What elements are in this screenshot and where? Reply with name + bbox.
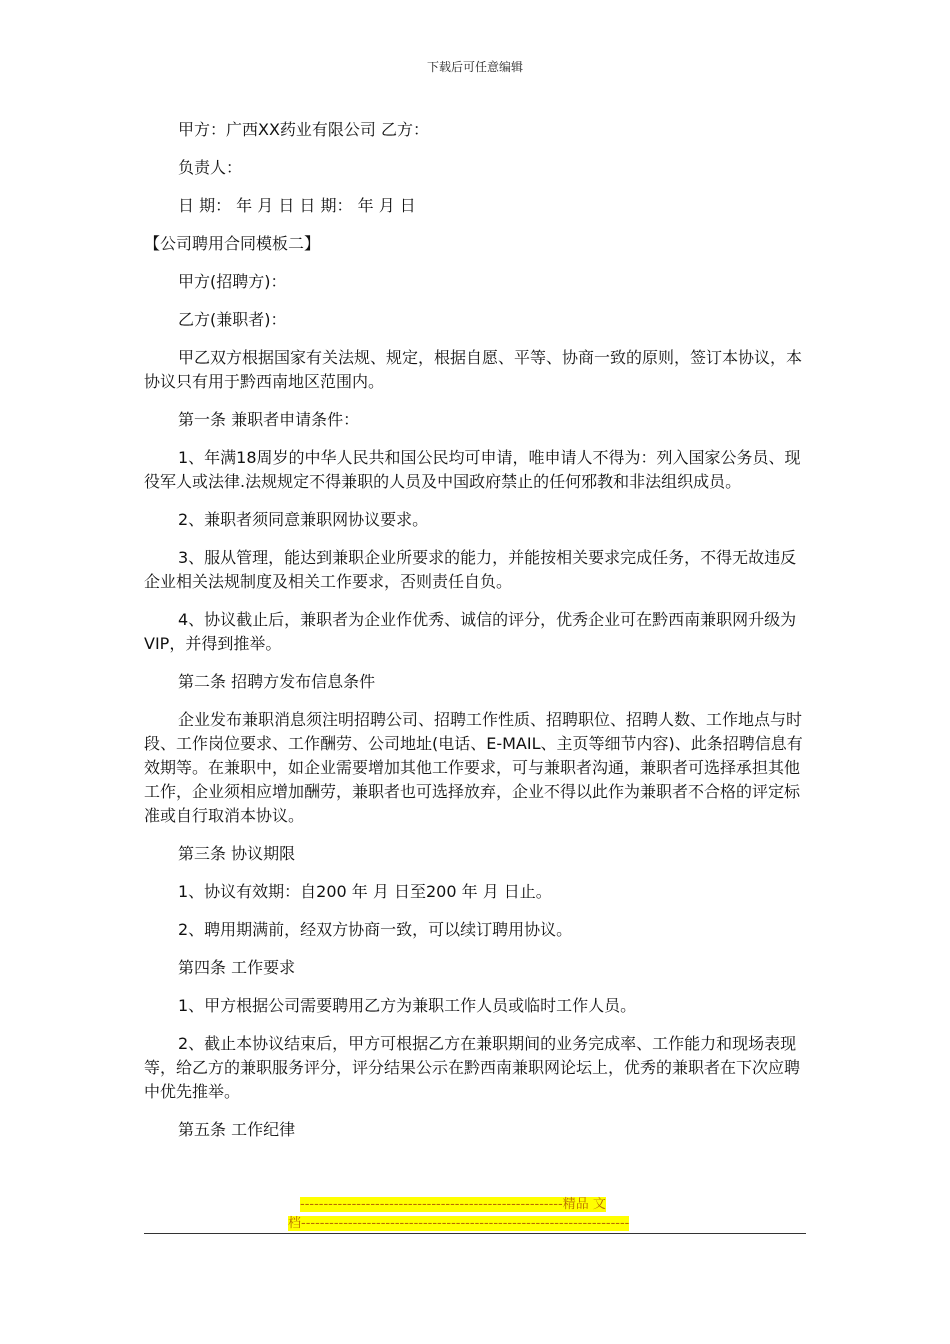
article-4-item-2: 2、截止本协议结束后，甲方可根据乙方在兼职期间的业务完成率、工作能力和现场表现等，给乙方的兼职服务评分，评分结果公示在黔西南兼职网论坛上，优秀的兼职者在下次应聘中优先推举。 — [144, 1034, 801, 1101]
article-1-item-1: 1、年满18周岁的中华人民共和国公民均可申请，唯申请人不得为：列入国家公务员、现役军人或法律.法规规定不得兼职的人员及中国政府禁止的任何邪教和非法组织成员。 — [144, 448, 801, 491]
article-3-heading: 第三条 协议期限 — [178, 844, 296, 863]
document-body — [144, 118, 806, 1156]
article-2-body: 企业发布兼职消息须注明招聘公司、招聘工作性质、招聘职位、招聘人数、工作地点与时段、工作岗位要求、工作酬劳、公司地址(电话、E-MAIL、主页等细节内容)、此条招聘信息有效期等。在兼职中，如企业需要增加其他工作要求，可与兼职者沟通，兼职者可选择承担其他工作，企业须相应增加酬劳，兼职者也可选择放弃，企业不得以此作为兼职者不合格的评定标准或自行取消本协议。 — [144, 710, 803, 825]
article-3-item-1: 1、协议有效期：自200 年 月 日至200 年 月 日止。 — [178, 882, 552, 901]
preamble-paragraph: 甲乙双方根据国家有关法规、规定，根据自愿、平等、协商一致的原则，签订本协议，本协议只有用于黔西南地区范围内。 — [144, 348, 803, 391]
article-4-item-1: 1、甲方根据公司需要聘用乙方为兼职工作人员或临时工作人员。 — [178, 996, 637, 1015]
article-2-heading: 第二条 招聘方发布信息条件 — [178, 672, 376, 691]
footer-watermark — [288, 1195, 668, 1233]
article-1-item-2: 2、兼职者须同意兼职网协议要求。 — [178, 510, 429, 529]
responsible-person-line: 负责人： — [178, 158, 243, 177]
footer-line-2: 档---------------------------------------------------------------------- — [288, 1216, 630, 1231]
page-header: 下载后可任意编辑 — [426, 60, 523, 74]
date-line: 日 期： 年 月 日 日 期： 年 月 日 — [178, 196, 416, 215]
footer-line-1: --------------------------------------------------------精品 文 — [300, 1197, 606, 1212]
article-1-item-4: 4、协议截止后，兼职者为企业作优秀、诚信的评分，优秀企业可在黔西南兼职网升级为VIP，并得到推举。 — [144, 610, 797, 653]
section-title: 【公司聘用合同模板二】 — [144, 234, 321, 253]
article-1-item-3: 3、服从管理，能达到兼职企业所要求的能力，并能按相关要求完成任务，不得无故违反企业相关法规制度及相关工作要求，否则责任自负。 — [144, 548, 797, 591]
article-4-heading: 第四条 工作要求 — [178, 958, 296, 977]
footer-divider — [144, 1233, 806, 1234]
part-timer-line: 乙方(兼职者)： — [178, 310, 287, 329]
article-1-heading: 第一条 兼职者申请条件： — [178, 410, 360, 429]
party-a-line: 甲方：广西XX药业有限公司 乙方： — [178, 120, 430, 139]
article-5-heading: 第五条 工作纪律 — [178, 1120, 296, 1139]
recruiter-line: 甲方(招聘方)： — [178, 272, 287, 291]
article-3-item-2: 2、聘用期满前，经双方协商一致，可以续订聘用协议。 — [178, 920, 573, 939]
